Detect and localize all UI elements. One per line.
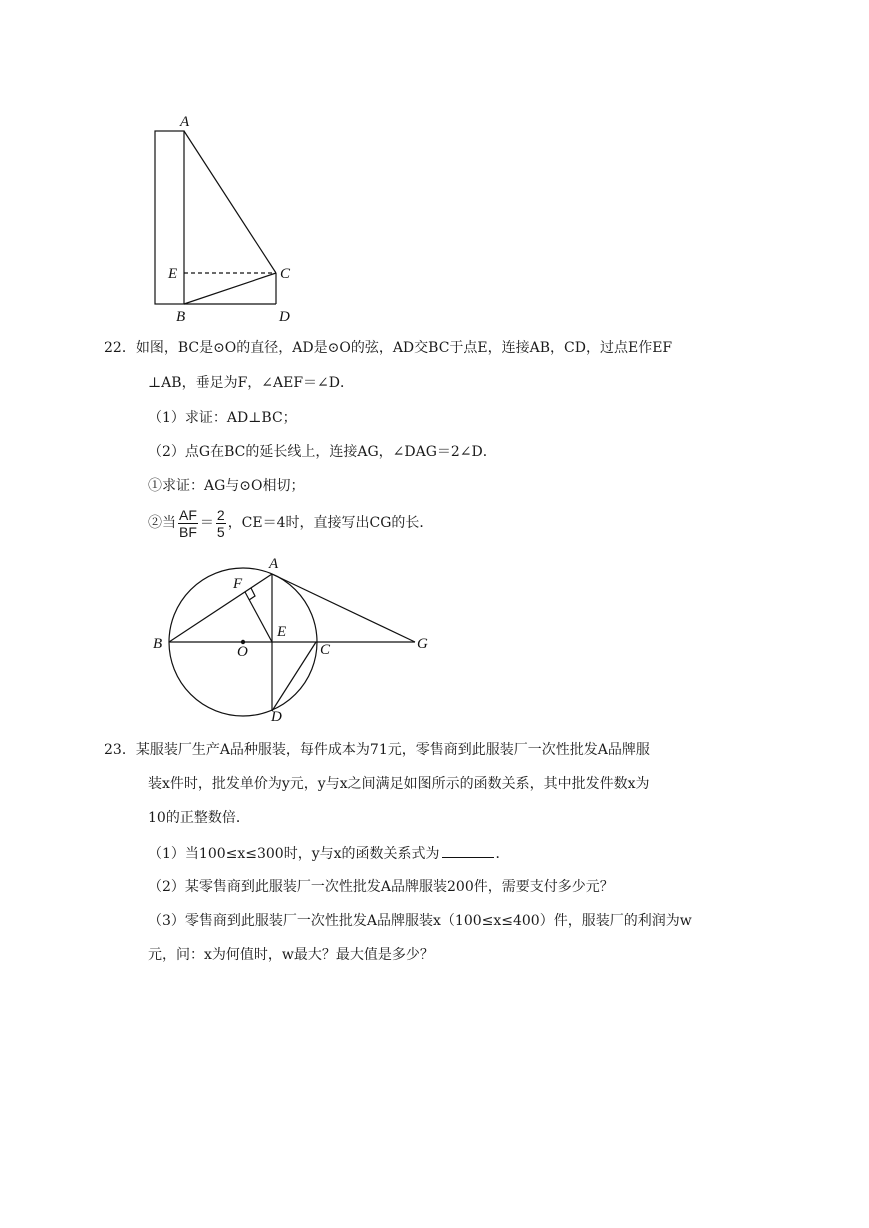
label-c: C xyxy=(320,642,331,658)
label-g: G xyxy=(417,636,428,652)
label-e: E xyxy=(277,624,287,640)
q22-sub1: ①求证：AG与⊙O相切； xyxy=(148,478,305,494)
fraction-2-5 xyxy=(216,507,226,540)
label-e: E xyxy=(168,266,178,282)
segment-bc xyxy=(184,273,276,304)
fraction-af-bf xyxy=(178,507,198,540)
right-angle-mark xyxy=(249,588,255,600)
q22-line1: 22．如图，BC是⊙O的直径，AD是⊙O的弦，AD交BC于点E，连接AB，CD，过点E作EF xyxy=(104,340,673,356)
q22-part1: （1）求证：AD⊥BC； xyxy=(148,410,297,426)
frac-denominator: 5 xyxy=(216,523,225,540)
q23-line2: 装x件时，批发单价为y元，y与x之间满足如图所示的函数关系，其中批发件数x为 xyxy=(148,776,650,792)
q23-line3: 10的正整数倍． xyxy=(148,810,250,826)
frac-numerator: 2 xyxy=(216,506,225,523)
q22-sub2-suffix: ，CE＝4时，直接写出CG的长． xyxy=(227,515,434,531)
label-b: B xyxy=(153,636,163,652)
q23-part1-suffix: ． xyxy=(495,846,510,862)
q22-line2: ⊥AB，垂足为F，∠AEF＝∠D． xyxy=(148,375,355,391)
equals-sign: ＝ xyxy=(199,515,214,531)
figure-circle-tangent xyxy=(145,550,445,730)
label-o: O xyxy=(237,644,248,660)
segment-ab xyxy=(169,574,272,642)
q23-part1 xyxy=(148,843,510,864)
label-d: D xyxy=(279,309,290,325)
q23-part1-prefix: （1）当100≤x≤300时，y与x的函数关系式为 xyxy=(148,846,440,862)
label-a: A xyxy=(180,114,190,130)
q22-sub2 xyxy=(148,505,433,541)
frac-numerator: AF xyxy=(179,506,197,523)
q22-part2: （2）点G在BC的延长线上，连接AG，∠DAG＝2∠D． xyxy=(148,444,497,460)
segment-cd xyxy=(272,642,316,711)
figure-building-triangle xyxy=(140,108,310,328)
label-f: F xyxy=(233,576,243,592)
segment-ag xyxy=(272,574,415,642)
answer-blank xyxy=(442,843,494,858)
segment-ac xyxy=(184,131,276,273)
label-d: D xyxy=(271,709,282,725)
q22-sub2-prefix: ②当 xyxy=(148,515,176,531)
q23-part3-line1: （3）零售商到此服装厂一次性批发A品牌服装x（100≤x≤400）件，服装厂的利润为w xyxy=(148,913,692,929)
label-b: B xyxy=(176,309,186,325)
label-a: A xyxy=(269,556,279,572)
frac-denominator: BF xyxy=(179,523,197,540)
label-c: C xyxy=(280,266,291,282)
q23-line1: 23．某服装厂生产A品种服装，每件成本为71元，零售商到此服装厂一次性批发A品牌服 xyxy=(104,742,650,758)
q23-part2: （2）某零售商到此服装厂一次性批发A品牌服装200件，需要支付多少元？ xyxy=(148,879,614,895)
q23-part3-line2: 元，问：x为何值时，w最大？最大值是多少？ xyxy=(148,947,434,963)
